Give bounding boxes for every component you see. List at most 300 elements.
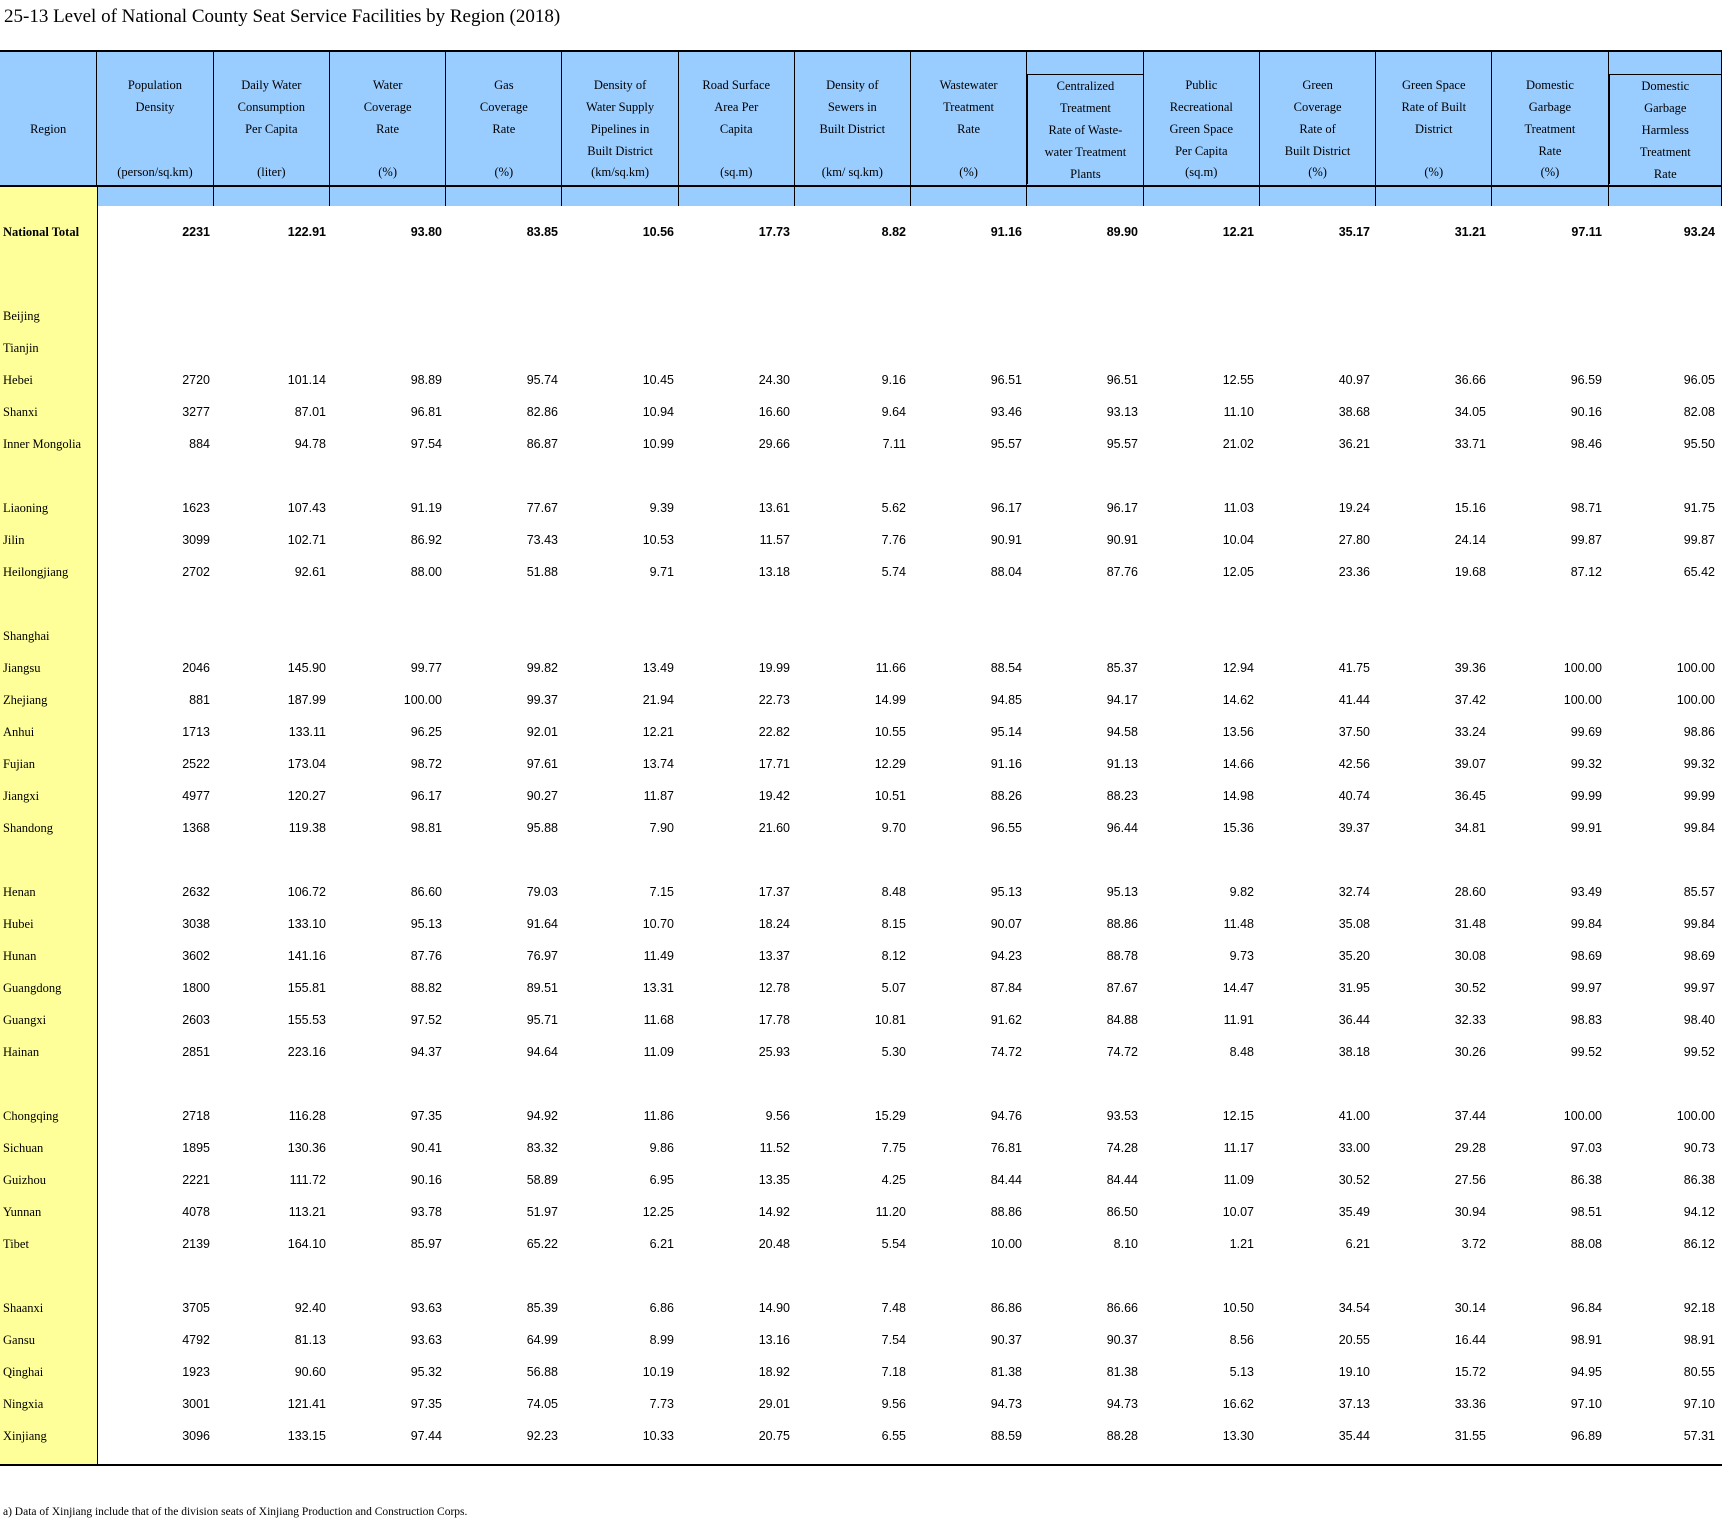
region-cell: Shaanxi [3,1300,44,1315]
value-cell [1025,300,1141,332]
spacer-row [0,460,1718,492]
value-cell: 9.56 [765,1109,790,1123]
header-column-name [214,52,329,140]
value-cell: 94.85 [990,693,1022,707]
value-cell: 22.82 [758,725,790,739]
header-cell-content [679,52,794,184]
table-row [0,300,1718,332]
header-cell-content [795,52,910,184]
region-cell: Henan [3,884,36,899]
header-line: Rate of Built [1401,100,1467,114]
value-cell: 88.08 [1570,1237,1602,1251]
value-cell: 88.04 [990,565,1022,579]
value-cell: 98.81 [410,821,442,835]
header-unit: (%) [1308,165,1327,179]
value-cell: 15.16 [1454,501,1486,515]
value-cell: 86.50 [1106,1205,1138,1219]
value-cell: 86.38 [1570,1173,1602,1187]
value-cell: 11.91 [1223,1013,1254,1027]
table-row [0,364,1718,396]
value-cell: 9.64 [881,405,906,419]
value-cell: 88.82 [410,981,442,995]
value-cell: 94.58 [1106,725,1138,739]
value-cell: 100.00 [1676,693,1715,707]
value-cell: 96.17 [1106,501,1138,515]
header-line: Coverage [479,100,528,114]
table-row [0,1004,1718,1036]
value-cell [329,300,445,332]
value-cell: 98.40 [1683,1013,1715,1027]
value-cell: 65.42 [1683,565,1715,579]
value-cell: 113.21 [288,1205,326,1219]
region-cell: Guangxi [3,1012,47,1027]
value-cell: 76.97 [526,949,558,963]
value-cell: 99.52 [1683,1045,1715,1059]
value-cell: 116.28 [288,1109,326,1123]
header-line: Garbage [1528,100,1572,114]
header-line: Harmless [1641,123,1689,137]
table-row [0,332,1718,364]
value-cell [1025,332,1141,364]
value-cell: 14.98 [1222,789,1254,803]
value-cell: 13.74 [642,757,674,771]
value-cell: 1.21 [1229,1237,1254,1251]
value-cell: 27.56 [1454,1173,1486,1187]
value-cell: 106.72 [287,885,326,899]
value-cell: 36.21 [1338,437,1370,451]
region-cell: Tianjin [3,340,39,355]
value-cell: 119.38 [288,821,326,835]
table-row [0,780,1718,812]
header-region-label: Region [30,122,67,136]
value-cell: 7.90 [649,821,674,835]
region-cell: Shandong [3,820,53,835]
header-cell-region [0,52,97,206]
value-cell: 7.11 [882,437,906,451]
spacer-row [0,1260,1718,1292]
value-cell: 10.81 [874,1013,906,1027]
value-cell: 97.35 [410,1397,442,1411]
region-cell: Chongqing [3,1108,59,1123]
value-cell: 15.72 [1454,1365,1486,1379]
value-cell: 99.87 [1570,533,1602,547]
value-cell: 74.72 [990,1045,1022,1059]
value-cell [213,620,329,652]
value-cell: 2231 [182,225,210,239]
value-cell: 97.52 [410,1013,442,1027]
header-line: Plants [1070,167,1101,181]
value-cell: 133.11 [288,725,326,739]
value-cell: 58.89 [526,1173,558,1187]
spacer-cell [0,588,1718,620]
value-cell: 12.55 [1222,373,1254,387]
table-row [0,1356,1718,1388]
value-cell: 4977 [182,789,210,803]
header-cell [910,52,1026,206]
value-cell: 111.72 [289,1173,326,1187]
value-cell: 99.84 [1683,821,1715,835]
value-cell: 34.05 [1454,405,1486,419]
value-cell: 34.81 [1454,821,1486,835]
region-cell: Zhejiang [3,692,48,707]
table-row [0,396,1718,428]
value-cell: 94.73 [1106,1397,1138,1411]
value-cell: 7.75 [881,1141,906,1155]
value-cell: 100.00 [1563,661,1602,675]
value-cell: 11.87 [643,789,674,803]
table-row [0,1164,1718,1196]
value-cell [213,300,329,332]
value-cell: 1368 [182,821,210,835]
column-header-row [0,52,1722,206]
value-cell: 11.48 [1223,917,1254,931]
region-cell: Jilin [3,532,25,547]
value-cell: 21.94 [642,693,674,707]
value-cell: 31.55 [1454,1429,1486,1443]
value-cell: 90.91 [1106,533,1138,547]
value-cell: 81.38 [990,1365,1022,1379]
value-cell: 14.92 [758,1205,790,1219]
value-cell: 3277 [182,405,210,419]
value-cell: 98.83 [1570,1013,1602,1027]
value-cell: 30.52 [1338,1173,1370,1187]
header-line: Coverage [363,100,412,114]
value-cell: 97.11 [1571,225,1602,239]
value-cell: 88.86 [1106,917,1138,931]
value-cell: 100.00 [403,693,442,707]
header-cell-content [330,52,445,184]
value-cell: 64.99 [526,1333,558,1347]
value-cell: 96.59 [1570,373,1602,387]
value-cell: 91.64 [526,917,558,931]
value-cell: 32.33 [1454,1013,1486,1027]
value-cell: 95.50 [1683,437,1715,451]
value-cell: 10.04 [1222,533,1254,547]
value-cell: 2221 [182,1173,210,1187]
value-cell: 74.72 [1106,1045,1138,1059]
table-row [0,1292,1718,1324]
value-cell: 84.44 [990,1173,1022,1187]
value-cell: 96.89 [1570,1429,1602,1443]
value-cell [1605,300,1718,332]
value-cell: 11.20 [875,1205,906,1219]
value-cell: 98.71 [1570,501,1602,515]
value-cell: 2632 [182,885,210,899]
header-line: Sewers in [827,100,877,114]
value-cell: 92.61 [294,565,326,579]
value-cell: 88.54 [990,661,1022,675]
total-row [0,196,1718,268]
value-cell: 20.48 [758,1237,790,1251]
value-cell: 87.76 [410,949,442,963]
value-cell: 5.07 [881,981,906,995]
value-cell: 98.72 [410,757,442,771]
value-cell: 30.52 [1454,981,1486,995]
value-cell: 41.00 [1338,1109,1370,1123]
value-cell: 99.84 [1683,917,1715,931]
value-cell: 90.37 [1106,1333,1138,1347]
header-line: Built District [819,122,886,136]
value-cell: 5.54 [881,1237,906,1251]
value-cell: 87.67 [1106,981,1138,995]
value-cell: 37.42 [1454,693,1486,707]
spacer-row [0,268,1718,300]
value-cell: 99.37 [526,693,558,707]
value-cell: 97.44 [410,1429,442,1443]
value-cell: 107.43 [287,501,326,515]
value-cell: 98.69 [1570,949,1602,963]
value-cell: 20.55 [1338,1333,1370,1347]
value-cell: 4.25 [881,1173,906,1187]
table-row [0,1132,1718,1164]
value-cell: 96.81 [410,405,442,419]
value-cell [561,620,677,652]
value-cell: 95.57 [990,437,1022,451]
value-cell: 9.56 [881,1397,906,1411]
value-cell: 94.17 [1106,693,1138,707]
value-cell [793,300,909,332]
value-cell: 99.82 [526,661,558,675]
value-cell: 94.78 [294,437,326,451]
value-cell: 1923 [182,1365,210,1379]
value-cell: 91.75 [1683,501,1715,515]
value-cell: 88.26 [990,789,1022,803]
value-cell: 80.55 [1683,1365,1715,1379]
value-cell: 99.77 [410,661,442,675]
value-cell: 36.66 [1454,373,1486,387]
value-cell: 13.35 [758,1173,790,1187]
value-cell: 98.46 [1570,437,1602,451]
value-cell: 7.48 [881,1301,906,1315]
value-cell [1025,620,1141,652]
header-line: Capita [719,122,753,136]
value-cell: 29.66 [758,437,790,451]
value-cell: 10.55 [874,725,906,739]
value-cell: 25.93 [758,1045,790,1059]
value-cell: 14.90 [758,1301,790,1315]
value-cell: 11.66 [875,661,906,675]
value-cell: 94.12 [1683,1205,1715,1219]
header-cell [678,52,794,206]
header-line: Centralized [1056,79,1115,93]
value-cell: 884 [189,437,210,451]
value-cell: 2718 [182,1109,210,1123]
header-line: District [1415,122,1453,136]
value-cell: 11.68 [643,1013,674,1027]
header-cell [562,52,678,206]
header-line: Per Capita [245,122,298,136]
region-cell: Hebei [3,372,33,387]
header-line: Density [135,100,175,114]
value-cell: 5.13 [1229,1365,1254,1379]
value-cell: 90.73 [1683,1141,1715,1155]
value-cell [1257,620,1373,652]
value-cell: 12.05 [1222,565,1254,579]
value-cell: 86.86 [990,1301,1022,1315]
table-row [0,1324,1718,1356]
value-cell: 96.55 [990,821,1022,835]
table-row [0,1388,1718,1420]
header-line: Green Space [1402,78,1466,92]
value-cell: 95.71 [526,1013,558,1027]
header-line: Pipelines in [590,122,650,136]
header-cell-content [1144,52,1259,184]
value-cell: 33.36 [1454,1397,1486,1411]
value-cell: 24.30 [758,373,790,387]
value-cell: 95.13 [1106,885,1138,899]
table-row [0,1196,1718,1228]
value-cell: 10.53 [642,533,674,547]
value-cell: 93.63 [410,1333,442,1347]
value-cell [909,620,1025,652]
value-cell: 18.92 [758,1365,790,1379]
value-cell: 90.91 [990,533,1022,547]
value-cell: 30.94 [1454,1205,1486,1219]
value-cell: 89.51 [526,981,558,995]
value-cell: 88.78 [1106,949,1138,963]
header-line: Treatment [1059,101,1111,115]
value-cell: 98.51 [1570,1205,1602,1219]
value-cell: 12.94 [1222,661,1254,675]
header-line: Garbage [1644,101,1687,115]
value-cell [1257,300,1373,332]
region-cell: Guangdong [3,980,62,995]
value-cell: 13.49 [642,661,674,675]
value-cell: 31.21 [1454,225,1486,239]
value-cell: 6.55 [881,1429,906,1443]
value-cell: 23.36 [1338,565,1370,579]
value-cell: 17.37 [758,885,790,899]
region-cell: Hunan [3,948,37,963]
value-cell: 18.24 [758,917,790,931]
value-cell: 92.01 [526,725,558,739]
value-cell: 2522 [182,757,210,771]
value-cell [561,300,677,332]
header-cell-content [1376,52,1491,184]
header-cell [1376,52,1492,206]
value-cell: 87.12 [1570,565,1602,579]
value-cell: 99.87 [1683,533,1715,547]
value-cell: 16.62 [1222,1397,1254,1411]
region-cell: Beijing [3,308,40,323]
header-line: Built District [1284,144,1351,158]
region-cell: Ningxia [3,1396,44,1411]
value-cell: 173.04 [287,757,326,771]
value-cell: 74.05 [526,1397,558,1411]
value-cell: 29.28 [1454,1141,1486,1155]
value-cell [1373,620,1489,652]
header-unit: (%) [1540,165,1560,179]
region-cell: Shanghai [3,628,50,643]
header-column-name [1027,74,1142,184]
header-unit: (sq.m) [720,165,753,179]
value-cell: 85.37 [1106,661,1138,675]
value-cell: 17.78 [758,1013,790,1027]
header-line: Recreational [1169,100,1233,114]
value-cell: 65.22 [526,1237,558,1251]
table-row [0,524,1718,556]
value-cell: 96.25 [410,725,442,739]
value-cell [445,620,561,652]
header-line: Treatment [1639,145,1691,159]
value-cell: 99.69 [1570,725,1602,739]
value-cell: 57.31 [1683,1429,1715,1443]
header-cell-content [214,52,329,184]
header-line: Area Per [714,100,759,114]
value-cell: 93.53 [1106,1109,1138,1123]
value-cell: 90.16 [410,1173,442,1187]
value-cell: 164.10 [287,1237,326,1251]
value-cell: 74.28 [1106,1141,1138,1155]
value-cell: 1623 [182,501,210,515]
header-cell [446,52,562,206]
value-cell: 92.40 [294,1301,326,1315]
header-line: Daily Water [241,78,302,92]
value-cell: 17.71 [758,757,790,771]
value-cell: 11.86 [643,1109,674,1123]
value-cell: 93.13 [1106,405,1138,419]
value-cell: 7.76 [881,533,906,547]
value-cell: 1895 [182,1141,210,1155]
value-cell: 93.63 [410,1301,442,1315]
value-cell: 35.44 [1338,1429,1370,1443]
header-line: Rate [957,122,981,136]
table-row [0,620,1718,652]
value-cell: 11.03 [1223,501,1254,515]
value-cell: 86.60 [410,885,442,899]
value-cell: 95.13 [990,885,1022,899]
value-cell: 31.48 [1454,917,1486,931]
table-row [0,876,1718,908]
value-cell: 98.86 [1683,725,1715,739]
value-cell [1489,620,1605,652]
value-cell: 2603 [182,1013,210,1027]
table-row [0,1100,1718,1132]
table-row [0,556,1718,588]
header-column-name [97,52,212,118]
header-row [0,52,1722,206]
value-cell: 14.66 [1222,757,1254,771]
header-line: Domestic [1525,78,1574,92]
value-cell: 10.07 [1222,1205,1254,1219]
value-cell: 79.03 [526,885,558,899]
header-column-name [1376,52,1491,140]
value-cell: 15.29 [874,1109,906,1123]
value-cell: 86.87 [526,437,558,451]
value-cell [1605,332,1718,364]
spacer-cell [0,844,1718,876]
value-cell: 93.78 [410,1205,442,1219]
value-cell: 56.88 [526,1365,558,1379]
value-cell: 6.21 [1345,1237,1370,1251]
value-cell: 99.91 [1570,821,1602,835]
value-cell: 14.62 [1222,693,1254,707]
value-cell: 96.17 [410,789,442,803]
header-line: Rate [376,122,400,136]
value-cell: 881 [189,693,210,707]
value-cell: 93.46 [990,405,1022,419]
value-cell [677,300,793,332]
header-unit: (km/sq.km) [591,165,650,179]
value-cell: 39.37 [1338,821,1370,835]
region-cell: National Total [3,224,80,239]
value-cell: 12.15 [1222,1109,1254,1123]
value-cell: 9.73 [1229,949,1254,963]
value-cell: 90.37 [990,1333,1022,1347]
value-cell: 82.08 [1683,405,1715,419]
value-cell: 223.16 [287,1045,326,1059]
value-cell: 98.69 [1683,949,1715,963]
